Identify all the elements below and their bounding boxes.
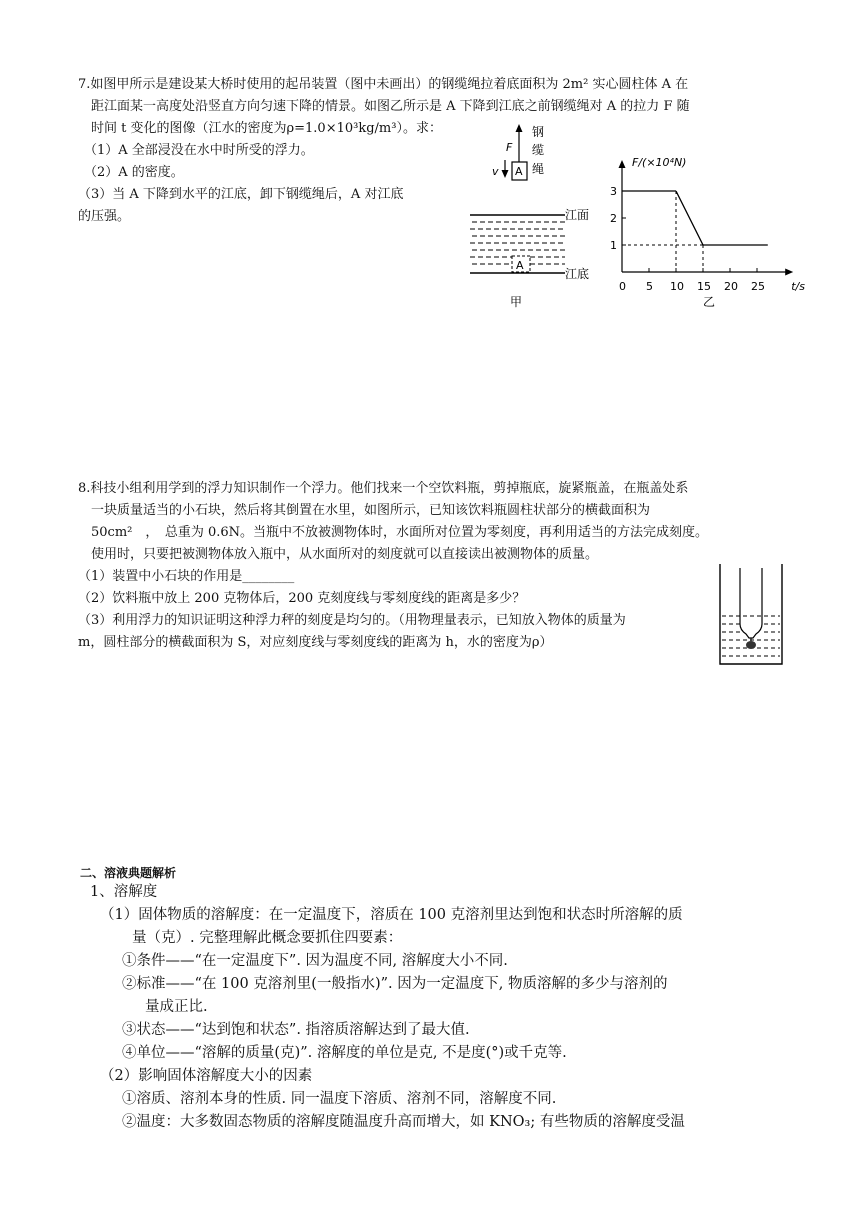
x-tick-label: 20 (724, 280, 738, 293)
figure-jia-caption: 甲 (510, 295, 523, 309)
x-tick-label: 5 (646, 280, 653, 293)
velocity-v-label: v (492, 165, 499, 178)
force-f-label: F (506, 141, 513, 154)
x-tick-label: 15 (697, 280, 711, 293)
section-2-line: 量成正比. (145, 999, 208, 1015)
section-2-line: 量（克）. 完整理解此概念要抓住四要素： (132, 930, 403, 946)
x-axis-label: t/s (791, 280, 805, 293)
section-2-line: ①溶质、溶剂本身的性质. 同一温度下溶质、溶剂不同，溶解度不同. (122, 1091, 557, 1107)
q7-line: 时间 t 变化的图像（江水的密度为ρ=1.0×10³kg/m³）。求： (91, 121, 442, 136)
section-2-line: ①条件——“在一定温度下”. 因为温度不同, 溶解度大小不同. (122, 953, 508, 969)
block-a-label: A (515, 165, 523, 178)
x-tick-label: 25 (751, 280, 765, 293)
q8-line: 使用时，只要把被测物体放入瓶中，从水面所对的刻度就可以直接读出被测物体的质量。 (91, 547, 599, 562)
stone (746, 641, 756, 649)
figure-jia (470, 118, 610, 318)
inverted-bottle (740, 568, 762, 638)
block-a-bottom-label: A (516, 259, 524, 272)
q8-line: 50cm² ， 总重为 0.6N。当瓶中不放被测物体时，水面所对位置为零刻度，再利用适当的方法完成刻度。 (91, 525, 709, 540)
section-2-body (90, 881, 685, 1134)
section-2-line: ③状态——“达到饱和状态”. 指溶质溶解达到了最大值. (122, 1022, 470, 1038)
rope-label-3: 绳 (532, 162, 545, 176)
question-8 (78, 478, 708, 654)
y-tick-label: 2 (610, 212, 617, 225)
surface-label: 江面 (565, 208, 590, 222)
q7-line: 7.如图甲所示是建设某大桥时使用的起吊装置（图中未画出）的钢缆绳拉着底面积为 2m² 实心圆柱体 A 在 (78, 77, 689, 92)
q8-line: 8.科技小组利用学到的浮力知识制作一个浮力。他们找来一个空饮料瓶，剪掉瓶底，旋紧瓶盖，在瓶盖处系 (78, 481, 689, 496)
x-tick-label: 10 (670, 280, 684, 293)
section-2-heading: 二、溶液典题解析 (80, 866, 177, 880)
bottom-label: 江底 (565, 267, 590, 281)
q8-sub-3: （3）利用浮力的知识证明这种浮力秤的刻度是均匀的。（用物理量表示，已知放入物体的质量为 (78, 613, 626, 628)
y-axis-arrow (619, 160, 626, 168)
y-tick-label: 3 (610, 185, 617, 198)
y-axis-label: F/(×10⁴N) (632, 156, 687, 169)
origin-label: 0 (619, 280, 626, 293)
force-time-chart (610, 118, 810, 310)
bottle-figure (716, 564, 788, 670)
beaker-water (722, 616, 780, 656)
q8-sub-2: （2）饮料瓶中放上 200 克物体后，200 克刻度线与零刻度线的距离是多少？ (78, 591, 526, 606)
y-tick-label: 1 (610, 239, 617, 252)
q7-sub-3-cont: 的压强。 (78, 209, 131, 224)
data-segment (676, 191, 703, 245)
section-2-line: ②温度：大多数固态物质的溶解度随温度升高而增大，如 KNO₃; 有些物质的溶解度受温 (122, 1114, 685, 1130)
rope-label-2: 缆 (532, 143, 545, 157)
q7-sub-3: （3）当 A 下降到水平的江底，卸下钢缆绳后，A 对江底 (78, 187, 404, 202)
section-2-line: ②标准——“在 100 克溶剂里(一般指水)”. 因为一定温度下, 物质溶解的多少与溶剂的 (122, 976, 668, 992)
q7-sub-1: （1）A 全部浸没在水中时所受的浮力。 (84, 143, 314, 158)
x-axis-arrow (785, 269, 793, 276)
rope-label-1: 钢 (532, 125, 545, 139)
q8-line: 一块质量适当的小石块，然后将其倒置在水里，如图所示，已知该饮料瓶圆柱状部分的横截面积为 (91, 503, 651, 518)
q7-sub-2: （2）A 的密度。 (84, 165, 184, 180)
section-2-line: （1）固体物质的溶解度：在一定温度下，溶质在 100 克溶剂里达到饱和状态时所溶解的质 (100, 907, 683, 923)
q8-sub-3-cont: m，圆柱部分的横截面积为 S，对应刻度线与零刻度线的距离为 h，水的密度为ρ） (78, 635, 553, 650)
section-2-line: 1、溶解度 (90, 884, 158, 900)
figure-yi-caption: 乙 (703, 295, 716, 309)
q8-sub-1: （1）装置中小石块的作用是________ (78, 569, 295, 584)
section-2-line: （2）影响固体溶解度大小的因素 (100, 1068, 313, 1084)
q7-line: 距江面某一高度处沿竖直方向匀速下降的情景。如图乙所示是 A 下降到江底之前钢缆绳对 A 的拉力 F 随 (91, 99, 690, 114)
section-2-line: ④单位——“溶解的质量(克)”. 溶解度的单位是克, 不是度(°)或千克等. (122, 1045, 567, 1061)
